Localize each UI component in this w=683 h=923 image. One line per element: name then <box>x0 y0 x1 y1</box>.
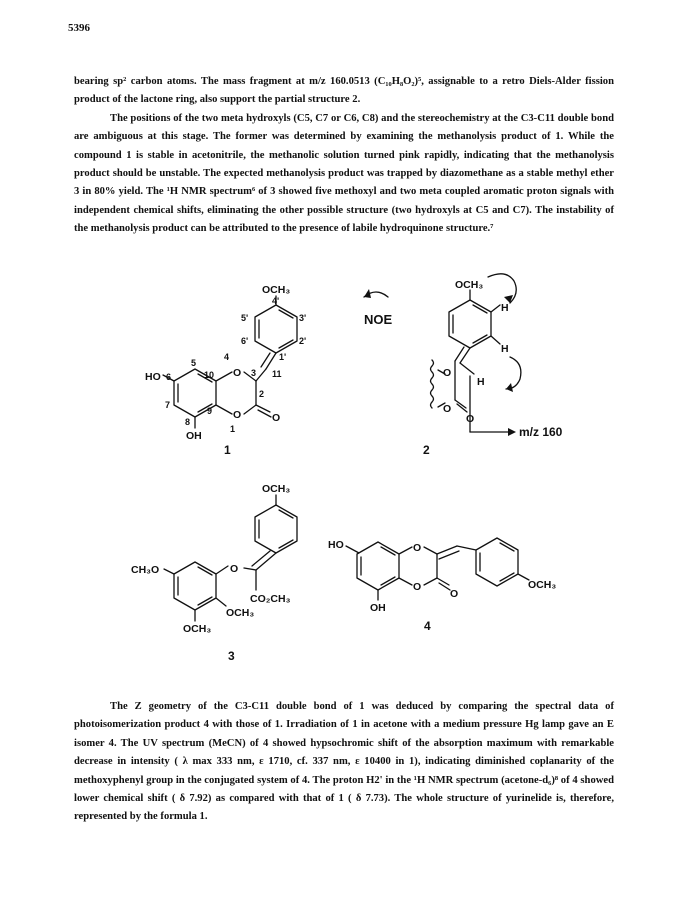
svg-text:5': 5' <box>241 313 249 323</box>
s3-ch3o: CH₃O <box>131 564 160 576</box>
s4-phenyl-ring <box>476 538 518 586</box>
svg-text:O: O <box>233 409 242 421</box>
s1-compound-label: 1 <box>224 443 231 457</box>
svg-text:1': 1' <box>279 352 287 362</box>
svg-text:O: O <box>466 413 475 425</box>
bottom-text-block <box>74 698 614 827</box>
svg-text:8: 8 <box>185 417 191 427</box>
svg-text:O: O <box>413 542 422 554</box>
svg-text:9: 9 <box>207 406 213 416</box>
s4-oh: OH <box>370 602 386 614</box>
noe-arrow-top <box>488 274 516 303</box>
svg-text:2: 2 <box>259 389 265 399</box>
s3-benzene-ring <box>174 562 216 610</box>
s4-benzo-ring <box>357 542 399 590</box>
s4-ho: HO <box>328 539 344 551</box>
svg-text:H: H <box>477 376 485 388</box>
s4-labels <box>328 539 556 633</box>
s1-ho: HO <box>145 371 161 383</box>
svg-text:6': 6' <box>241 336 249 346</box>
structure-1 <box>163 296 297 428</box>
paragraph-3: The Z geometry of the C3-C11 double bond of 1 was deduced by comparing the spectral data of photoisomerization product 4 with those of 1. Irradiation of 1 in acetone with a medium pressure Hg lamp gave an E isomer 4. The UV spectrum (MeCN) of 4 showed hypsochromic shift of the absorption maximum with remarkable decrease in intensity ( λ max 333 nm, ε 1710, cf. 337 nm, ε 10400 in 1), indicating diminished coplanarity of the methoxyphenyl group in the conjugated system of 4. The proton H2' in the ¹H NMR spectrum (acetone-d₆)⁸ of 4 showed lower chemical shift ( δ 7.92) as compared with that of 1 ( δ 7.73). The whole structure of yurinelide is, therefore, represented by the formula 1. <box>74 701 614 823</box>
s3-och3-top: OCH₃ <box>262 483 291 495</box>
s2-mz: m/z 160 <box>519 425 563 439</box>
svg-text:O: O <box>443 403 452 415</box>
svg-text:3: 3 <box>251 368 257 378</box>
svg-text:O: O <box>233 367 242 379</box>
s1-och3: OCH₃ <box>262 284 291 296</box>
s2-labels <box>364 279 563 457</box>
svg-text:10: 10 <box>204 370 215 380</box>
paragraph-1: bearing sp² carbon atoms. The mass fragment at m/z 160.0513 (C₁₀H₈O₂)⁵, assignable to a retro Diels-Alder fission product of the lactone ring, also support the partial structure 2. <box>74 76 614 106</box>
svg-text:6: 6 <box>166 372 172 382</box>
svg-text:O: O <box>450 588 459 600</box>
svg-text:7: 7 <box>165 400 171 410</box>
s2-och3: OCH₃ <box>455 279 484 291</box>
svg-text:2': 2' <box>299 336 307 346</box>
s1-labels <box>145 284 306 457</box>
svg-text:O: O <box>272 412 281 424</box>
s2-noe: NOE <box>364 312 393 327</box>
s3-co2ch3: CO₂CH₃ <box>250 593 291 605</box>
paragraph-2: The positions of the two meta hydroxyls (C5, C7 or C6, C8) and the stereochemistry at the C3-C11 double bond are ambiguous at this stage. The former was determined by examining the methanolysis product of 1. While the compound 1 is stable in acetonitrile, the methanolic solution turned pink rapidly, indicating that the methanolysis product should be unstable. The expected methanolysis product was trapped by diazomethane as a stable methyl ether 3 in 80% yield. The ¹H NMR spectrum⁶ of 3 showed five methoxyl and two meta coupled aromatic proton signals with independent chemical shifts, eliminating the other possible structure (two hydroxyls at C5 and C7). The instability of the methanolysis product can be attributed to the presence of labile hydroquinone structure.⁷ <box>74 112 614 235</box>
s4-och3: OCH₃ <box>528 579 557 591</box>
structure-4 <box>346 538 529 600</box>
svg-text:O: O <box>443 367 452 379</box>
s2-compound-label: 2 <box>423 443 430 457</box>
svg-text:1: 1 <box>230 424 236 434</box>
svg-text:4': 4' <box>272 296 280 306</box>
s4-compound-label: 4 <box>424 619 431 633</box>
svg-text:5: 5 <box>191 358 197 368</box>
svg-text:O: O <box>413 581 422 593</box>
s1-phenyl-ring <box>255 305 297 353</box>
svg-text:H: H <box>501 343 509 355</box>
s3-compound-label: 3 <box>228 649 235 663</box>
s3-och3-bot: OCH₃ <box>183 623 212 635</box>
s3-och3-mid: OCH₃ <box>226 607 255 619</box>
s3-phenyl-ring <box>255 505 297 553</box>
page-number: 5396 <box>68 22 90 34</box>
s2-wavy-bond <box>431 360 434 408</box>
svg-text:O: O <box>230 563 239 575</box>
s1-oh: OH <box>186 430 202 442</box>
svg-text:11: 11 <box>272 369 282 379</box>
svg-text:3': 3' <box>299 313 307 323</box>
noe-arrow-bottom <box>506 357 521 389</box>
svg-text:H: H <box>501 302 509 314</box>
s2-phenyl-ring <box>449 300 491 348</box>
svg-text:4: 4 <box>224 352 230 362</box>
